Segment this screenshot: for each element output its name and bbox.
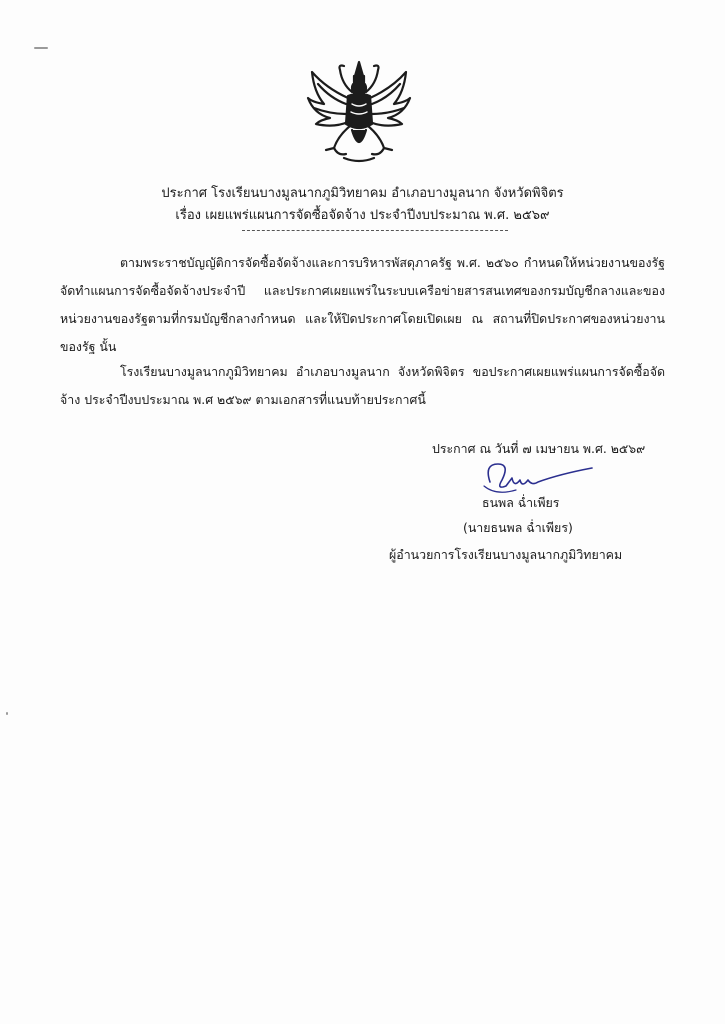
announcement-title: ประกาศ โรงเรียนบางมูลนากภูมิวิทยาคม อำเภอบางมูลนาก จังหวัดพิจิตร xyxy=(161,186,564,201)
body-paragraph: ตามพระราชบัญญัติการจัดซื้อจัดจ้างและการบริหารพัสดุภาครัฐ พ.ศ. ๒๕๖๐ กำหนดให้หน่วยงานของรัฐจัดทำแผนการจัดซื้อจัดจ้างประจำปี และประกาศเผยแพร่ในระบบเครือข่ายสารสนเทศของกรมบัญชีกลางและของหน่วยงานของรัฐตามที่กรมบัญชีกลางกำหนด และให้ปิดประกาศโดยเปิดเผย ณ สถานที่ปิดประกาศของหน่วยงานของรัฐ นั้น xyxy=(60,255,665,354)
garuda-emblem-icon xyxy=(304,58,414,164)
scan-mark xyxy=(34,47,48,49)
announcement-subject: เรื่อง เผยแพร่แผนการจัดซื้อจัดจ้าง ประจำปีงบประมาณ พ.ศ. ๒๕๖๙ xyxy=(175,208,550,223)
signer-position: ผู้อำนวยการโรงเรียนบางมูลนากภูมิวิทยาคม xyxy=(389,547,623,562)
scan-mark xyxy=(6,712,8,715)
announcement-date: ประกาศ ณ วันที่ ๗ เมษายน พ.ศ. ๒๕๖๙ xyxy=(432,441,646,456)
signer-typed-name: ธนพล ฉ่ำเพียร xyxy=(482,495,560,510)
body-paragraph: โรงเรียนบางมูลนากภูมิวิทยาคม อำเภอบางมูลนาก จังหวัดพิจิตร ขอประกาศเผยแพร่แผนการจัดซื้อจัดจ้าง ประจำปีงบประมาณ พ.ศ ๒๕๖๙ ตามเอกสารที่แนบท้ายประกาศนี้ xyxy=(60,364,665,407)
handwritten-signature xyxy=(476,456,596,496)
signer-full-name: (นายธนพล ฉ่ำเพียร) xyxy=(463,520,573,535)
dashed-divider xyxy=(242,230,508,231)
